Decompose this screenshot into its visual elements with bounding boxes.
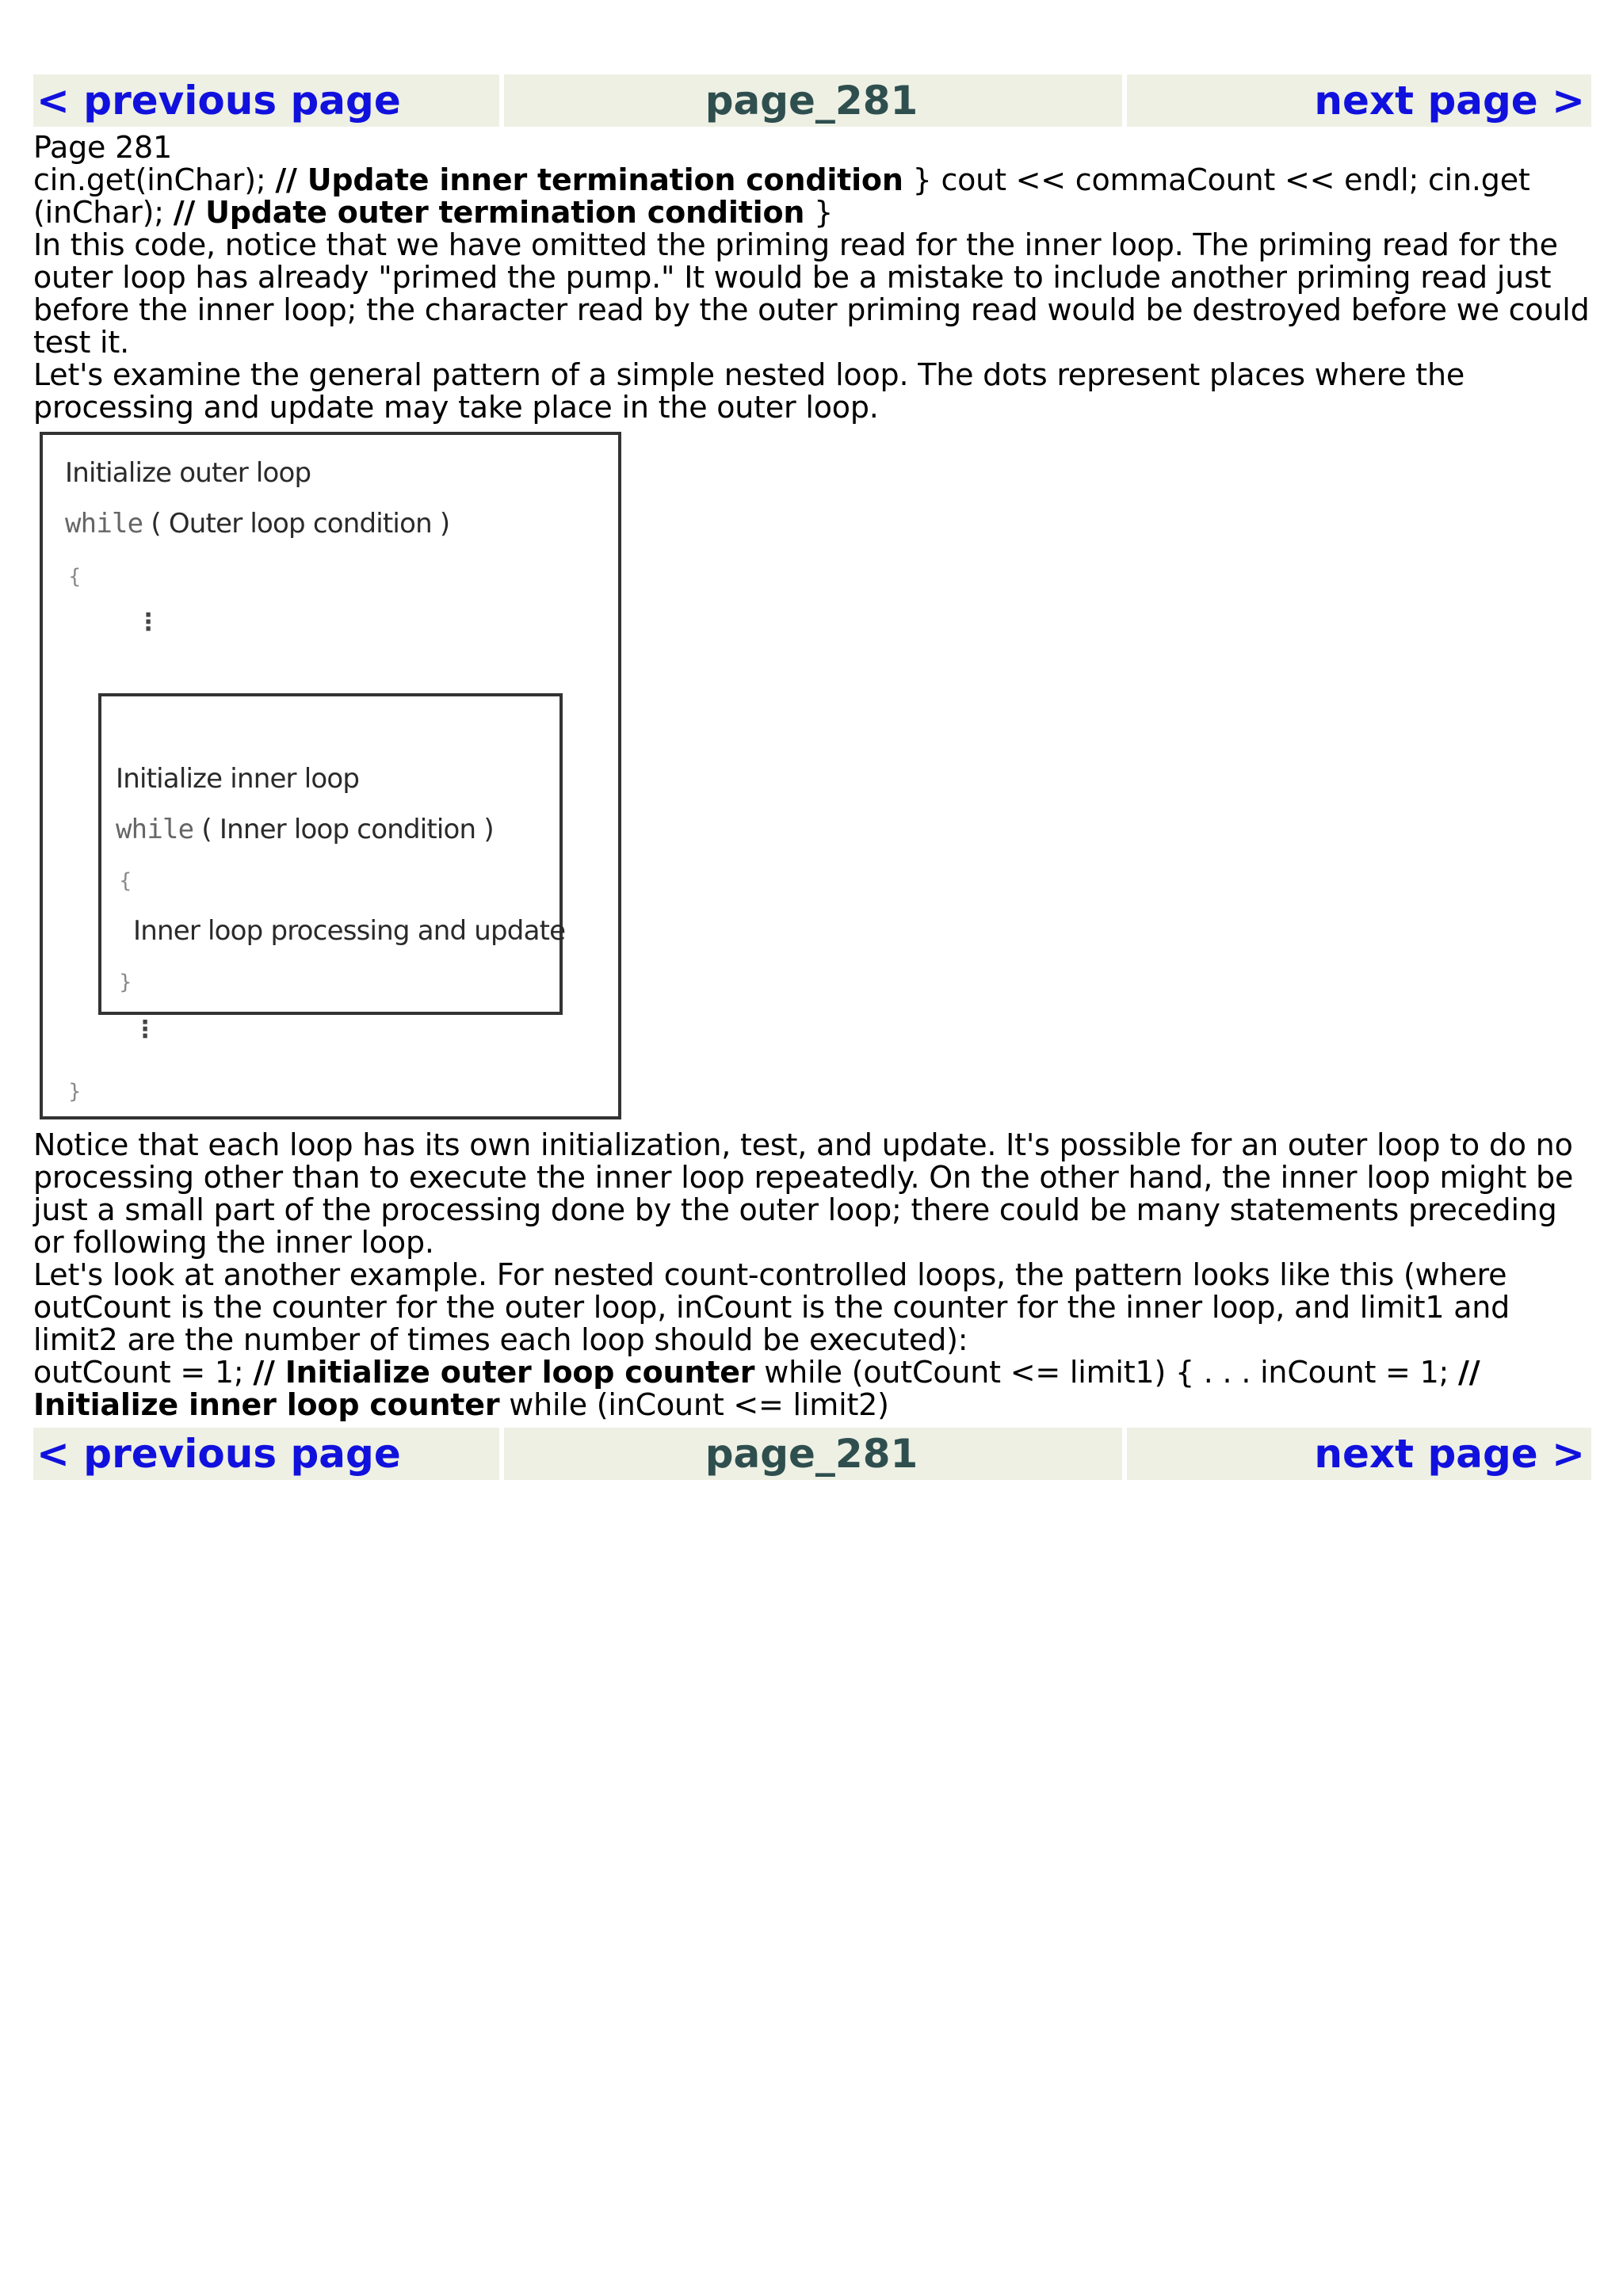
page [33, 0, 1596, 1480]
outer-dots-top: ⋮ [136, 608, 160, 636]
page-content [33, 132, 1596, 424]
code-comment: // Initialize outer loop counter [253, 1355, 755, 1390]
while-keyword: while [65, 508, 143, 540]
previous-page-link[interactable]: < previous page [33, 74, 499, 127]
code-comment: // Initialize inner loop counter [33, 1355, 1480, 1422]
outer-dots-bottom: ⋮ [133, 1016, 157, 1043]
page-heading: Page 281 [33, 130, 173, 165]
page-content-continued [33, 1129, 1596, 1421]
paragraph-nested-pattern: Let's examine the general pattern of a simple nested loop. The dots represent places where the processing and update may take place in the outer loop. [33, 357, 1465, 425]
inner-close-brace: } [119, 971, 132, 994]
outer-init-label: Initialize outer loop [65, 457, 311, 489]
outer-while-line [65, 508, 449, 540]
code-text: cin.get(inChar); [33, 162, 276, 197]
while-keyword: while [116, 814, 194, 845]
paragraph-own-initialization: Notice that each loop has its own initialization, test, and update. It's possible for an outer loop to do no processing other than to execute the inner loop repeatedly. On the other hand, the inner loop might be just a small part of the processing done by the outer loop; there could be many statements preceding or following the inner loop. [33, 1127, 1574, 1260]
inner-open-brace: { [119, 869, 132, 893]
inner-init-label: Initialize inner loop [116, 763, 360, 795]
inner-while-line [116, 814, 494, 845]
code-text: outCount = 1; [33, 1355, 254, 1390]
nested-loop-figure [40, 432, 621, 1119]
code-comment: // Update outer termination condition [173, 195, 805, 230]
next-page-link[interactable]: next page > [1127, 1428, 1591, 1480]
inner-loop-box [98, 693, 566, 1015]
outer-condition: ( Outer loop condition ) [143, 508, 450, 540]
paragraph-count-controlled: Let's look at another example. For nested count-controlled loops, the pattern looks like this (where outCount is the counter for the outer loop, inCount is the counter for the inner loop, and limit1 and limit2 are the number of times each loop should be executed): [33, 1257, 1510, 1357]
code-snippet-1 [33, 164, 1596, 229]
bottom-navigation [33, 1428, 1596, 1480]
page-label: page_281 [504, 74, 1122, 127]
outer-close-brace: } [68, 1080, 82, 1104]
inner-condition: ( Inner loop condition ) [193, 814, 494, 845]
previous-page-link[interactable]: < previous page [33, 1428, 499, 1480]
code-text: } [804, 195, 834, 230]
page-label: page_281 [504, 1428, 1122, 1480]
top-navigation [33, 74, 1596, 127]
code-text: (inChar); [33, 195, 174, 230]
code-text: while (outCount <= limit1) { . . . inCount = 1; [754, 1355, 1459, 1390]
paragraph-priming-read: In this code, notice that we have omitted the priming read for the inner loop. The priming read for the outer loop has already "primed the pump." It would be a mistake to include another priming read just before the inner loop; the character read by the outer priming read would be destroyed before we could test it. [33, 227, 1590, 360]
code-text: while (inCount <= limit2) [499, 1387, 889, 1422]
code-snippet-2 [33, 1356, 1596, 1421]
outer-open-brace: { [68, 565, 82, 589]
inner-body-label: Inner loop processing and update [133, 915, 566, 947]
code-text: } cout << commaCount << endl; cin.get [903, 162, 1530, 197]
next-page-link[interactable]: next page > [1127, 74, 1591, 127]
code-comment: // Update inner termination condition [275, 162, 903, 197]
